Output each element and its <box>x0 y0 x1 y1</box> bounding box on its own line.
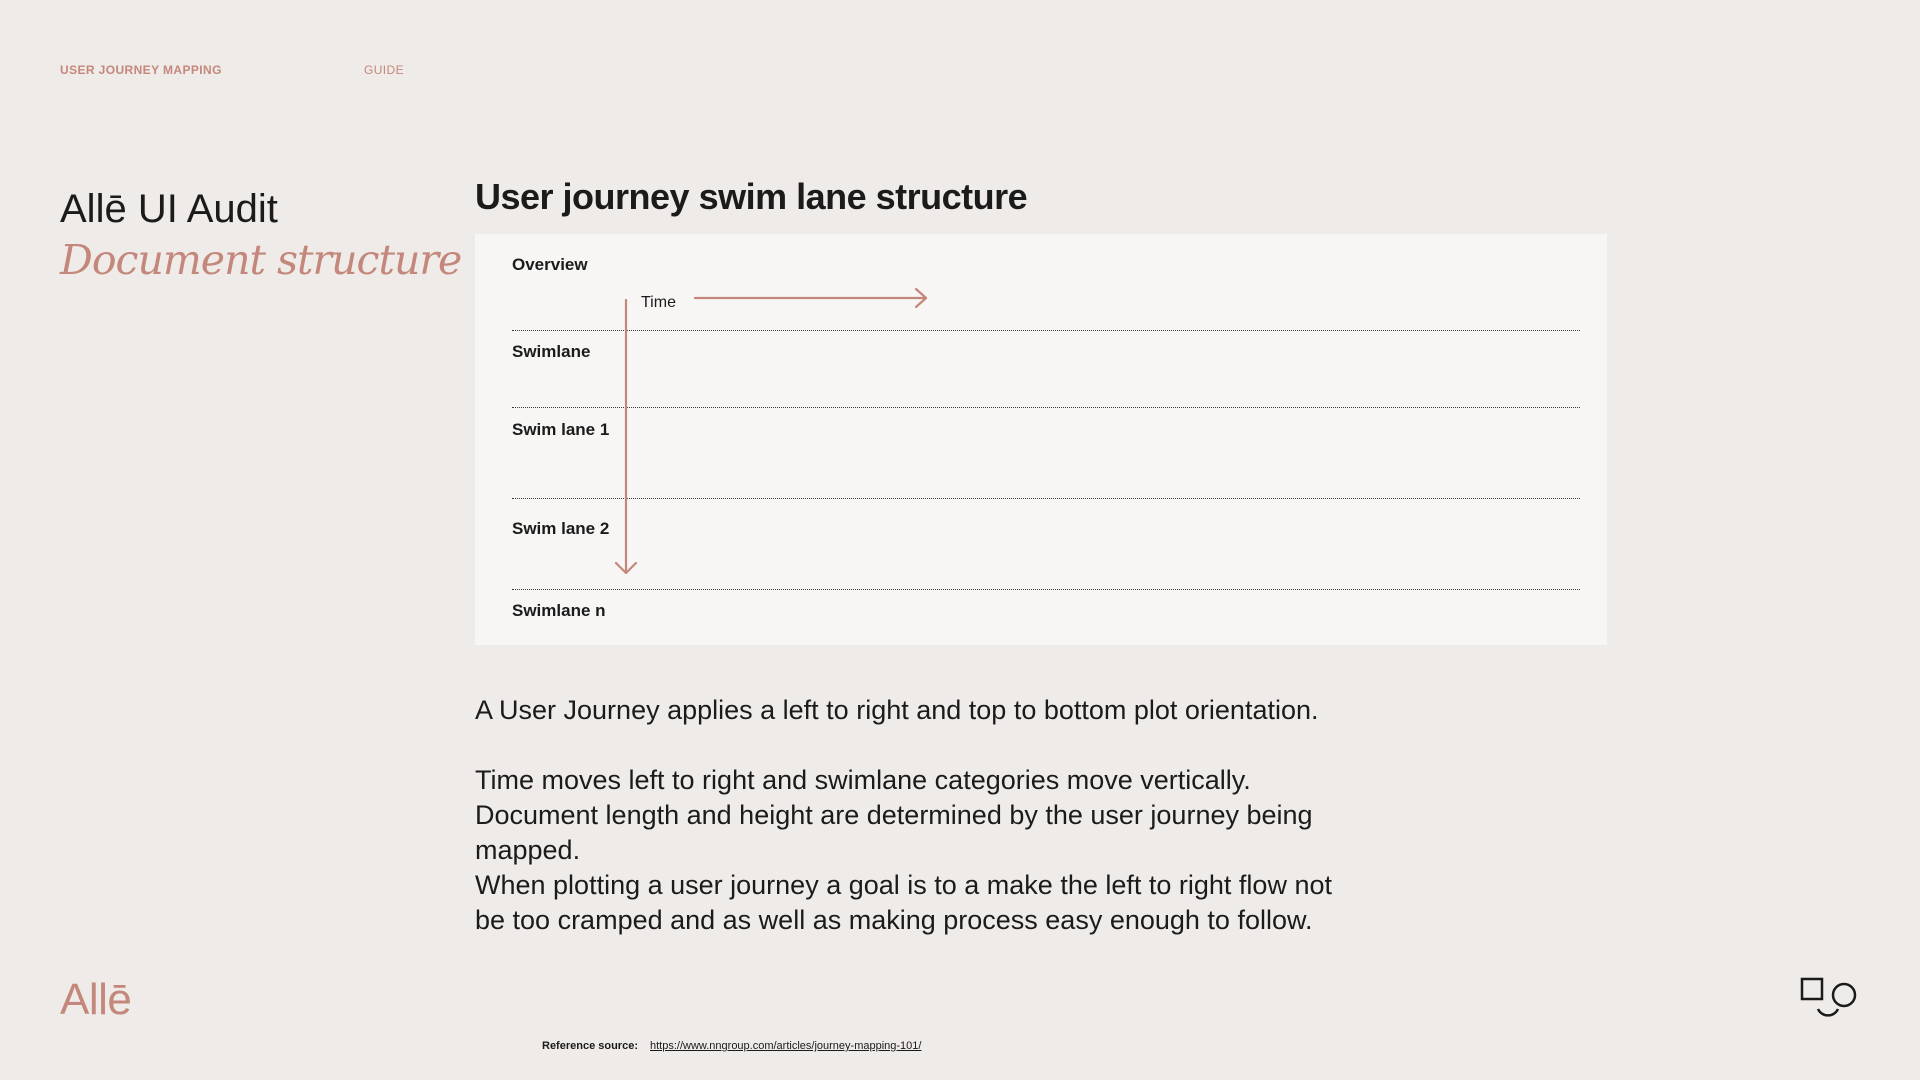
lane-label-swimlane: Swimlane <box>512 342 591 361</box>
sidebar-subtitle: Document structure <box>60 236 462 284</box>
diagram-arrows <box>475 234 1607 645</box>
lane-label-swim-lane-2: Swim lane 2 <box>512 519 610 538</box>
shapes-logo-icon <box>1798 975 1860 1025</box>
description-paragraph: A User Journey applies a left to right and top to bottom plot orientation. <box>475 695 1319 725</box>
lane-label-swim-lane-1: Swim lane 1 <box>512 420 610 439</box>
reference-label: Reference source: <box>542 1040 638 1052</box>
time-label: Time <box>641 294 676 311</box>
header-guide-tag: GUIDE <box>364 63 405 77</box>
description-paragraph: Time moves left to right and swimlane categories move vertically. Document length and height are determined by the user journey being mapped. <box>475 765 1313 865</box>
time-arrow-icon <box>695 289 926 307</box>
swimlane-diagram <box>475 234 1607 645</box>
lane-label-swimlane-n: Swimlane n <box>512 601 606 620</box>
header-section-title: USER JOURNEY MAPPING <box>60 63 222 77</box>
sidebar-title: Allē UI Audit <box>60 187 278 231</box>
brand-logo: Allē <box>60 975 132 1024</box>
reference-link[interactable]: https://www.nngroup.com/articles/journey-mapping-101/ <box>650 1040 922 1052</box>
description-paragraph: When plotting a user journey a goal is to a make the left to right flow not be too cramped and as well as making process easy enough to follow. <box>475 870 1332 935</box>
page-title: User journey swim lane structure <box>475 176 1028 217</box>
lane-label-overview: Overview <box>512 255 588 274</box>
lanes-down-arrow-icon <box>616 300 636 573</box>
description <box>475 693 1355 938</box>
